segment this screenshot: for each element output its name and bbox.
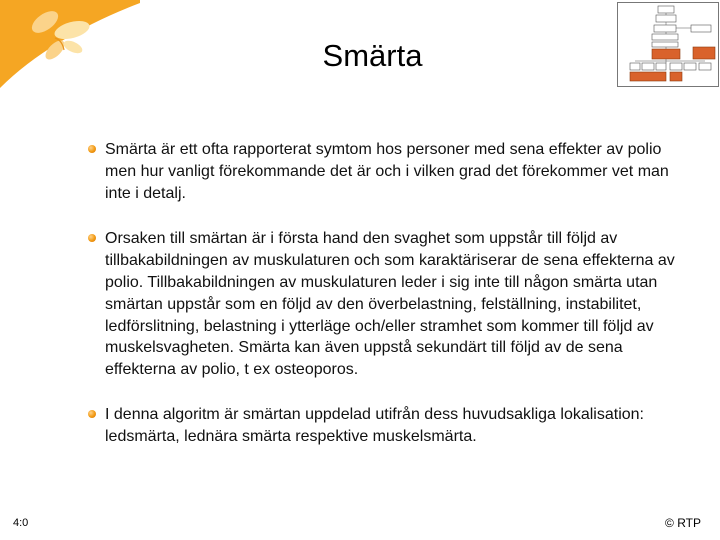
flowchart-thumbnail-icon xyxy=(617,2,719,87)
orange-dot-icon xyxy=(88,234,96,242)
bullet-item xyxy=(88,139,688,204)
page-number: 4:0 xyxy=(13,517,29,529)
bullet-item xyxy=(88,404,688,448)
orange-dot-icon xyxy=(88,145,96,153)
bullet-text: Smärta är ett ofta rapporterat symtom hos personer med sena effekter av polio men hur vanligt förekommande det är och i vilken grad det förekommer vet man inte i detalj. xyxy=(105,141,669,202)
bullet-text: Orsaken till smärtan är i första hand den svaghet som uppstår till följd av tillbakabildningen av muskulaturen och som karaktäriserar de sena effekterna av polio. Tillbakabildningen av muskulaturen leder i sig inte till någon smärta utan smärtan uppstår som en följd av den överbelastning, felställning, instabilitet, ledförslitning, belastning i ytterläge och/eller stramhet som kommer till följd av muskelsvagheten. Smärta kan även uppstå sekundärt till följd av de sena effekterna av polio, t ex osteoporos. xyxy=(105,230,675,379)
copyright: © RTP xyxy=(665,516,701,530)
bullet-text: I denna algoritm är smärtan uppdelad utifrån dess huvudsakliga lokalisation: ledsmärta, lednära smärta respektive muskelsmärta. xyxy=(105,405,644,445)
bullet-item xyxy=(88,228,688,381)
bullet-list xyxy=(88,139,688,448)
slide-title: Smärta xyxy=(322,38,423,73)
orange-dot-icon xyxy=(88,410,96,418)
